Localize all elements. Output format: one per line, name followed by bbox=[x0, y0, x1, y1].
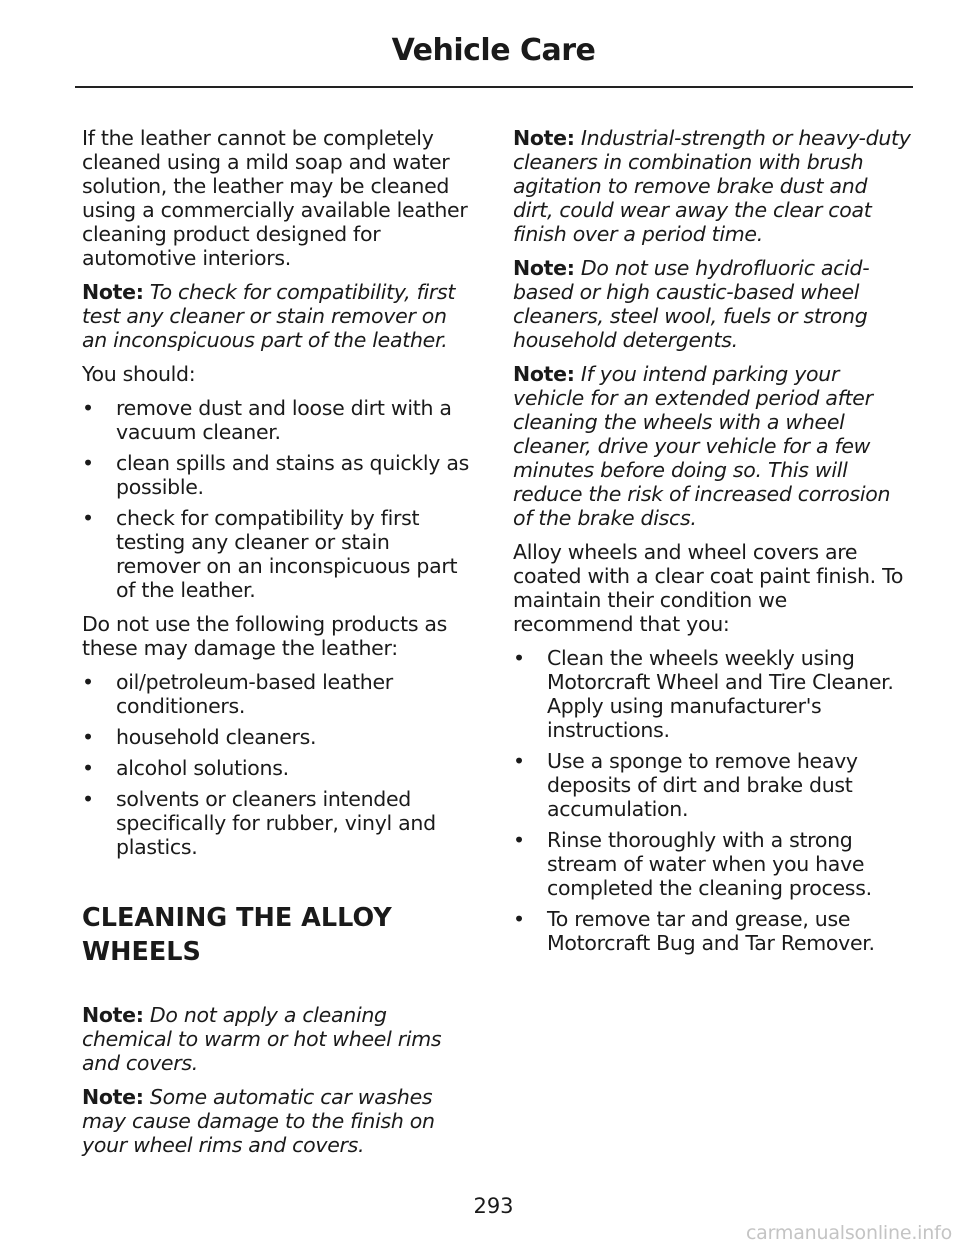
list-item-text: household cleaners. bbox=[116, 725, 317, 749]
bullet-icon: • bbox=[513, 646, 525, 670]
note-text: To check for compatibility, first test any cleaner or stain remover on an inconspicuous part of the leather. bbox=[82, 280, 456, 352]
note-label: Note: bbox=[513, 126, 575, 150]
note-car-washes bbox=[82, 1085, 476, 1157]
page-title: Vehicle Care bbox=[391, 33, 596, 68]
list-item-text: solvents or cleaners intended specifically for rubber, vinyl and plastics. bbox=[116, 787, 436, 859]
note-text: Some automatic car washes may cause damage to the finish on your wheel rims and covers. bbox=[82, 1085, 435, 1157]
note-industrial-cleaners bbox=[513, 126, 913, 246]
list-item-text: alcohol solutions. bbox=[116, 756, 289, 780]
note-parking bbox=[513, 362, 913, 530]
bullet-icon: • bbox=[82, 787, 94, 811]
list-item-text: Use a sponge to remove heavy deposits of dirt and brake dust accumulation. bbox=[547, 749, 858, 821]
list-item-text: remove dust and loose dirt with a vacuum cleaner. bbox=[116, 396, 452, 444]
note-text: Industrial-strength or heavy-duty cleaners in combination with brush agitation to remove brake dust and dirt, could wear away the clear coat finish over a period time. bbox=[513, 126, 911, 246]
list-item bbox=[513, 907, 913, 955]
page-number: 293 bbox=[473, 1194, 514, 1218]
note-warm-rims bbox=[82, 1003, 476, 1075]
list-item-text: clean spills and stains as quickly as possible. bbox=[116, 451, 469, 499]
bullet-icon: • bbox=[82, 670, 94, 694]
note-label: Note: bbox=[513, 256, 575, 280]
header-divider bbox=[75, 86, 913, 88]
list-item bbox=[82, 451, 476, 499]
note-text: Do not use hydrofluoric acid-based or high caustic-based wheel cleaners, steel wool, fuels or strong household detergents. bbox=[513, 256, 870, 352]
right-column bbox=[513, 126, 913, 965]
bullet-icon: • bbox=[82, 451, 94, 475]
do-not-use-paragraph: Do not use the following products as these may damage the leather: bbox=[82, 612, 448, 660]
list-item-text: oil/petroleum-based leather conditioners. bbox=[116, 670, 393, 718]
list-item-text: Clean the wheels weekly using Motorcraft Wheel and Tire Cleaner. Apply using manufacturer's instructions. bbox=[547, 646, 894, 742]
note-label: Note: bbox=[82, 1085, 144, 1109]
bullet-icon: • bbox=[513, 907, 525, 931]
note-label: Note: bbox=[82, 1003, 144, 1027]
list-item bbox=[513, 828, 913, 900]
bullet-icon: • bbox=[82, 725, 94, 749]
alloy-intro-paragraph: Alloy wheels and wheel covers are coated with a clear coat paint finish. To maintain their condition we recommend that you: bbox=[513, 540, 904, 636]
list-item bbox=[513, 749, 913, 821]
list-item-text: check for compatibility by first testing any cleaner or stain remover on an inconspicuous part of the leather. bbox=[116, 506, 458, 602]
list-item bbox=[82, 787, 476, 859]
section-heading-alloy-wheels: CLEANING THE ALLOY WHEELS bbox=[82, 903, 392, 967]
list-item-text: To remove tar and grease, use Motorcraft Bug and Tar Remover. bbox=[547, 907, 875, 955]
note-label: Note: bbox=[513, 362, 575, 386]
list-item bbox=[82, 396, 476, 444]
recommend-list bbox=[513, 646, 913, 955]
list-item bbox=[82, 725, 476, 749]
leather-intro-paragraph: If the leather cannot be completely cleaned using a mild soap and water solution, the leather may be cleaned using a commercially available leather cleaning product designed for automotive interiors. bbox=[82, 126, 468, 270]
list-item bbox=[82, 506, 476, 602]
note-text: If you intend parking your vehicle for an extended period after cleaning the wheels with a wheel cleaner, drive your vehicle for a few minutes before doing so. This will reduce the risk of increased corrosion of the brake discs. bbox=[513, 362, 891, 530]
list-item-text: Rinse thoroughly with a strong stream of water when you have completed the cleaning process. bbox=[547, 828, 872, 900]
bullet-icon: • bbox=[82, 506, 94, 530]
should-list bbox=[82, 396, 476, 602]
bullet-icon: • bbox=[82, 396, 94, 420]
bullet-icon: • bbox=[513, 828, 525, 852]
list-item bbox=[513, 646, 913, 742]
watermark: carmanualsonline.info bbox=[745, 1222, 952, 1244]
list-item bbox=[82, 756, 476, 780]
bullet-icon: • bbox=[513, 749, 525, 773]
note-compatibility bbox=[82, 280, 476, 352]
note-label: Note: bbox=[82, 280, 144, 304]
note-hydrofluoric bbox=[513, 256, 913, 352]
bullet-icon: • bbox=[82, 756, 94, 780]
note-text: Do not apply a cleaning chemical to warm or hot wheel rims and covers. bbox=[82, 1003, 442, 1075]
left-column bbox=[82, 126, 476, 1167]
avoid-list bbox=[82, 670, 476, 859]
you-should-label: You should: bbox=[82, 362, 196, 386]
list-item bbox=[82, 670, 476, 718]
